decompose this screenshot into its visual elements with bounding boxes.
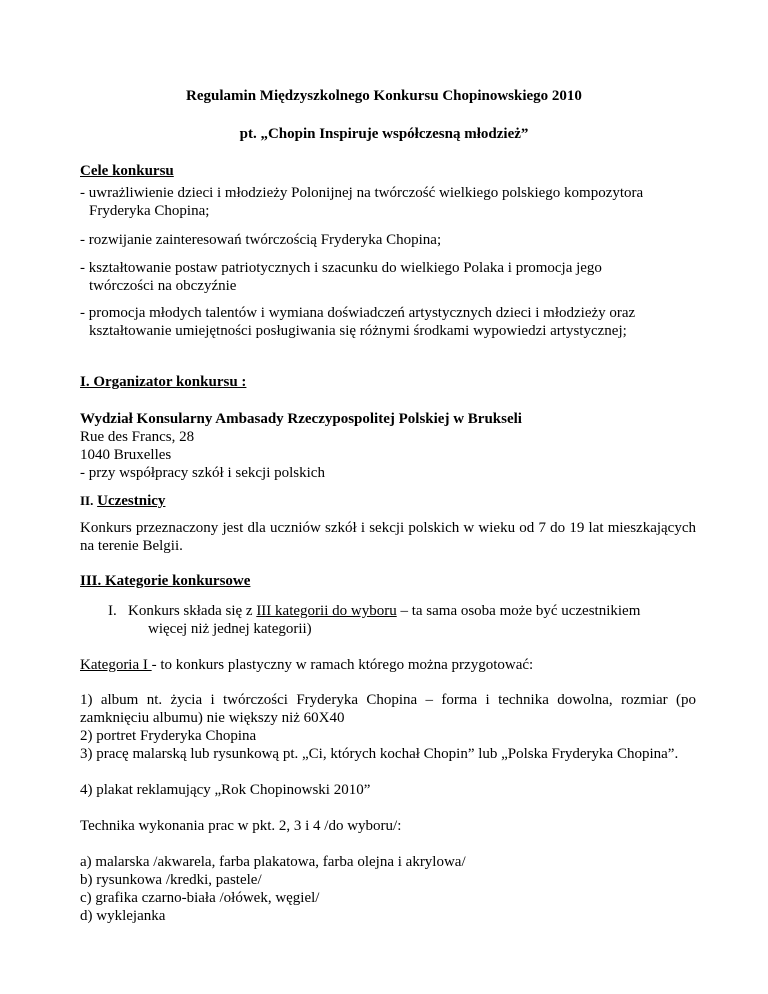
technique-item: a) malarska /akwarela, farba plakatowa, farba olejna i akrylowa/ [80, 854, 466, 870]
categories-item [108, 602, 696, 638]
option-item: 4) plakat reklamujący „Rok Chopinowski 2010” [80, 782, 371, 798]
option-item: 2) portret Fryderyka Chopina [80, 728, 257, 744]
participants-heading-number: II. [80, 493, 94, 508]
organizer-street: Rue des Francs, 28 [80, 429, 195, 445]
technique-item: b) rysunkowa /kredki, pastele/ [80, 872, 262, 888]
categories-item-underlined: III kategorii do wyboru [256, 603, 397, 619]
categories-item-text-pre: Konkurs składa się z [128, 603, 257, 619]
goal-item: - rozwijanie zainteresowań twórczością Fryderyka Chopina; [80, 232, 442, 248]
participants-heading-text: Uczestnicy [97, 493, 166, 509]
organizer-heading: I. Organizator konkursu : [80, 374, 247, 390]
categories-item-number: I. [108, 603, 117, 619]
categories-item-text-post: – ta sama osoba może być uczestnikiem [396, 603, 641, 619]
goal-item: - kształtowanie postaw patriotycznych i szacunku do wielkiego Polaka i promocja jego twórczości na obczyźnie [80, 260, 602, 294]
category1-line [80, 656, 696, 674]
category1-text: - to konkurs plastyczny w ramach którego można przygotować: [151, 657, 534, 673]
participants-heading [80, 492, 696, 510]
participants-text: Konkurs przeznaczony jest dla uczniów szkół i sekcji polskich w wieku od 7 do 19 lat mieszkających na terenie Belgii. [80, 520, 696, 554]
technique-item: d) wyklejanka [80, 908, 166, 924]
technique-heading: Technika wykonania prac w pkt. 2, 3 i 4 /do wyboru/: [80, 818, 402, 834]
document-title: Regulamin Międzyszkolnego Konkursu Chopinowskiego 2010 [186, 88, 582, 104]
categories-item-line2: więcej niż jednej kategorii) [148, 621, 312, 637]
goal-item: - uwrażliwienie dzieci i młodzieży Polonijnej na twórczość wielkiego polskiego kompozytora Fryderyka Chopina; [80, 185, 644, 219]
organizer-note: - przy współpracy szkół i sekcji polskich [80, 465, 325, 481]
organizer-name: Wydział Konsularny Ambasady Rzeczypospolitej Polskiej w Brukseli [80, 411, 522, 427]
categories-heading: III. Kategorie konkursowe [80, 573, 251, 589]
goal-item: - promocja młodych talentów i wymiana doświadczeń artystycznych dzieci i młodzieży oraz kształtowanie umiejętności posługiwania się różnymi środkami wypowiedzi artystycznej; [80, 305, 636, 339]
category1-label: Kategoria I [80, 657, 152, 673]
option-item: 3) pracę malarską lub rysunkową pt. „Ci, których kochał Chopin” lub „Polska Fryderyka Chopina”. [80, 746, 679, 762]
option-item: 1) album nt. życia i twórczości Fryderyka Chopina – forma i technika dowolna, rozmiar (po zamknięciu albumu) nie większy niż 60X40 [80, 692, 696, 726]
organizer-city: 1040 Bruxelles [80, 447, 172, 463]
goals-heading: Cele konkursu [80, 163, 174, 179]
document-subtitle: pt. „Chopin Inspiruje współczesną młodzież” [239, 126, 529, 142]
technique-item: c) grafika czarno-biała /ołówek, węgiel/ [80, 890, 320, 906]
